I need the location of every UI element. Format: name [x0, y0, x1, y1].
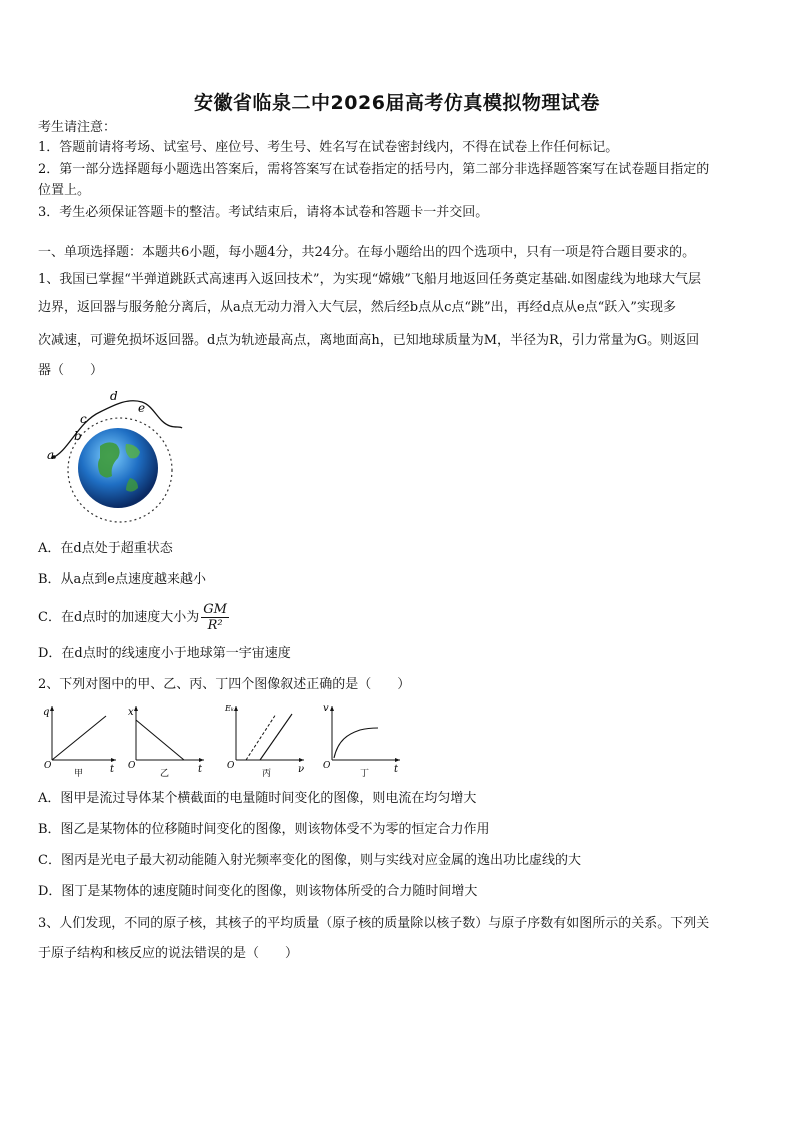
q2-option-a: A．图甲是流过导体某个横截面的电量随时间变化的图像，则电流在均匀增大	[38, 791, 477, 806]
q3-stem-line-1: 3、人们发现，不同的原子核，其核子的平均质量（原子核的质量除以核子数）与原子序数有如图所示的关系。下列关	[38, 916, 710, 931]
section-heading: 一、单项选择题：本题共6小题，每小题4分，共24分。在每小题给出的四个选项中，只有一项是符合题目要求的。	[38, 245, 696, 260]
q1-stem-line-1: 1、我国已掌握“半弹道跳跃式高速再入返回技术”，为实现“嫦娥”飞船月地返回任务奠定基础.如图虚线为地球大气层	[38, 272, 701, 287]
q2-graph-yi	[124, 702, 210, 780]
q1-stem-line-3: 次减速，可避免损坏返回器。d点为轨迹最高点，离地面高h，已知地球质量为M，半径为R，引力常量为G。则返回	[38, 333, 700, 348]
label-a: a	[47, 448, 55, 462]
q1-stem-line-4: 器（ ）	[38, 363, 104, 378]
q3-stem-line-2: 于原子结构和核反应的说法错误的是（ ）	[38, 946, 299, 961]
q2-graph-ding	[318, 700, 408, 780]
notice-item-2-cont: 位置上。	[38, 183, 91, 198]
graph-bing-x-label: ν	[298, 764, 305, 775]
notice-heading: 考生请注意：	[38, 120, 117, 135]
graph-jia-y-label: q	[43, 707, 50, 718]
notice-item-1: 1．答题前请将考场、试室号、座位号、考生号、姓名写在试卷密封线内，不得在试卷上作任何标记。	[38, 140, 619, 155]
graph-jia-name: 甲	[74, 769, 84, 779]
notice-item-3: 3．考生必须保证答题卡的整洁。考试结束后，请将本试卷和答题卡一并交回。	[38, 205, 489, 220]
q2-graph-bing	[222, 700, 312, 780]
graph-yi-y-label: x	[128, 707, 134, 718]
q1-option-c-text: C．在d点时的加速度大小为	[38, 610, 200, 625]
q1-option-d: D．在d点时的线速度小于地球第一宇宙速度	[38, 646, 291, 661]
fraction-numerator: GM	[203, 602, 227, 617]
gm-over-r2-fraction	[201, 602, 229, 633]
graph-ding-x-label: t	[394, 764, 399, 775]
q2-option-b: B．图乙是某物体的位移随时间变化的图像，则该物体受不为零的恒定合力作用	[38, 822, 490, 837]
q2-option-d: D．图丁是某物体的速度随时间变化的图像，则该物体所受的合力随时间增大	[38, 884, 478, 899]
graph-jia-x-label: t	[110, 764, 115, 775]
graph-ding-name: 丁	[360, 769, 370, 779]
notice-item-2: 2．第一部分选择题每小题选出答案后，需将答案写在试卷指定的括号内，第二部分非选择题答案写在试卷题目指定的	[38, 162, 710, 177]
graph-jia-origin: O	[44, 761, 52, 771]
label-b: b	[74, 429, 82, 443]
q2-option-c: C．图丙是光电子最大初动能随入射光频率变化的图像，则与实线对应金属的逸出功比虚线的大	[38, 853, 581, 868]
graph-bing-y-label: Eₖ	[225, 704, 234, 713]
graph-bing-name: 丙	[262, 769, 272, 779]
earth-icon	[78, 428, 158, 508]
label-c: c	[80, 412, 87, 426]
page-title: 安徽省临泉二中2026届高考仿真模拟物理试卷	[194, 92, 600, 114]
graph-ding-origin: O	[323, 761, 331, 771]
q2-graph-jia	[40, 702, 120, 780]
q2-stem: 2、下列对图中的甲、乙、丙、丁四个图像叙述正确的是（ ）	[38, 677, 411, 692]
graph-ding-y-label: v	[323, 703, 329, 714]
q1-trajectory-figure	[38, 382, 188, 532]
graph-yi-name: 乙	[160, 769, 170, 779]
label-e: e	[138, 401, 146, 415]
q1-option-c	[38, 602, 229, 633]
graph-bing-origin: O	[227, 761, 235, 771]
fraction-denominator: R²	[207, 618, 223, 633]
q1-option-a: A．在d点处于超重状态	[38, 541, 173, 556]
graph-yi-x-label: t	[198, 764, 203, 775]
label-d: d	[110, 389, 118, 403]
q1-stem-line-2: 边界，返回器与服务舱分离后，从a点无动力滑入大气层，然后经b点从c点“跳”出，再经d点从e点“跃入”实现多	[38, 300, 676, 315]
graph-yi-origin: O	[128, 761, 136, 771]
q1-option-b: B．从a点到e点速度越来越小	[38, 572, 206, 587]
